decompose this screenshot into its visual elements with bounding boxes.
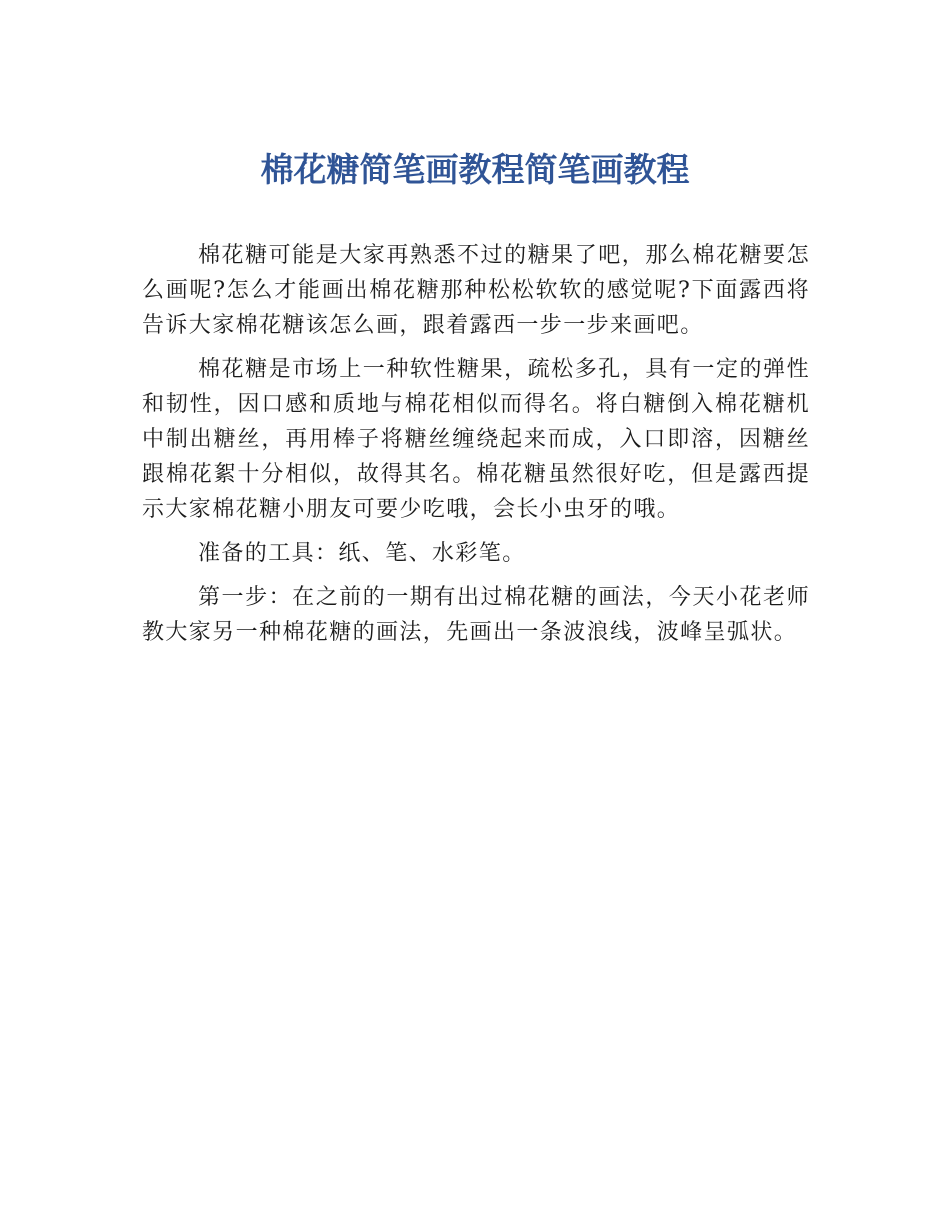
document-title: 棉花糖简笔画教程简笔画教程 (260, 150, 690, 189)
paragraph-intro: 棉花糖可能是大家再熟悉不过的糖果了吧，那么棉花糖要怎么画呢?怎么才能画出棉花糖那种松松软软的感觉呢?下面露西将告诉大家棉花糖该怎么画，跟着露西一步一步来画吧。 (142, 243, 810, 338)
document-body (142, 238, 810, 659)
paragraph-step-one: 第一步：在之前的一期有出过棉花糖的画法，今天小花老师教大家另一种棉花糖的画法，先画出一条波浪线，波峰呈弧状。 (142, 585, 810, 645)
paragraph-tools: 准备的工具：纸、笔、水彩笔。 (198, 541, 526, 566)
paragraph-description: 棉花糖是市场上一种软性糖果，疏松多孔，具有一定的弹性和韧性，因口感和质地与棉花相似而得名。将白糖倒入棉花糖机中制出糖丝，再用棒子将糖丝缠绕起来而成，入口即溶，因糖丝跟棉花絮十分相似，故得其名。棉花糖虽然很好吃，但是露西提示大家棉花糖小朋友可要少吃哦，会长小虫牙的哦。 (142, 357, 810, 522)
